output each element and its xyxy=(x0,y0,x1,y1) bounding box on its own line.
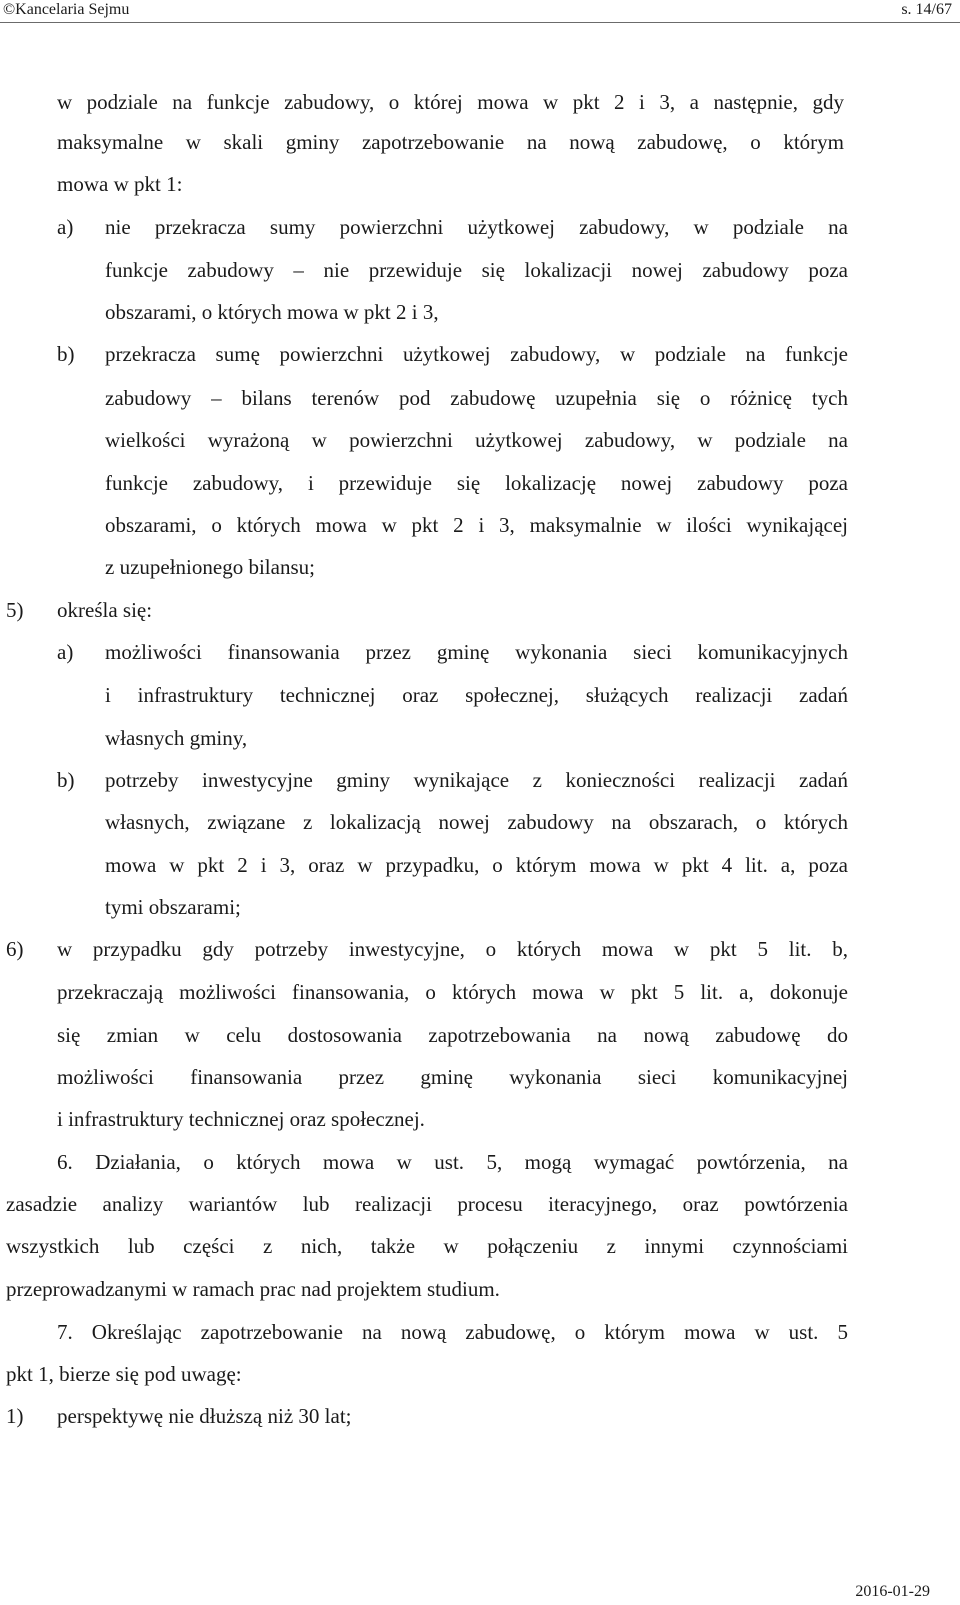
text-line: obszarami, o których mowa w pkt 2 i 3, xyxy=(105,300,439,324)
text-line: się zmian w celu dostosowania zapotrzebowania na nową zabudowę do xyxy=(57,1023,848,1047)
text-line: mowa w pkt 1: xyxy=(57,172,183,196)
text-line: możliwości finansowania przez gminę wykonania sieci komunikacyjnych xyxy=(105,640,848,664)
text-line: wszystkich lub części z nich, także w połączeniu z innymi czynnościami xyxy=(6,1234,848,1258)
text-line: perspektywę nie dłuższą niż 30 lat; xyxy=(57,1404,352,1428)
text-line: pkt 1, bierze się pod uwagę: xyxy=(6,1362,242,1386)
text-line: przekraczają możliwości finansowania, o których mowa w pkt 5 lit. a, dokonuje xyxy=(57,980,848,1004)
text-line: zasadzie analizy wariantów lub realizacji procesu iteracyjnego, oraz powtórzenia xyxy=(6,1192,848,1216)
list-label: b) xyxy=(57,342,75,366)
text-line: tymi obszarami; xyxy=(105,895,241,919)
text-line: własnych gminy, xyxy=(105,726,248,750)
list-label: a) xyxy=(57,640,74,664)
text-line: 6. Działania, o których mowa w ust. 5, mogą wymagać powtórzenia, na xyxy=(57,1150,848,1174)
text-line: przeprowadzanymi w ramach prac nad projektem studium. xyxy=(6,1277,500,1301)
text-line: możliwości finansowania przez gminę wykonania sieci komunikacyjnej xyxy=(57,1065,848,1089)
text-line: własnych, związane z lokalizacją nowej zabudowy na obszarach, o których xyxy=(105,810,848,834)
text-line: przekracza sumę powierzchni użytkowej zabudowy, w podziale na funkcje xyxy=(105,342,848,366)
text-line: potrzeby inwestycyjne gminy wynikające z konieczności realizacji zadań xyxy=(105,768,848,792)
text-line: i infrastruktury technicznej oraz społecznej, służących realizacji zadań xyxy=(105,683,848,707)
text-line: obszarami, o których mowa w pkt 2 i 3, maksymalnie w ilości wynikającej xyxy=(105,513,848,537)
text-line: wielkości wyrażoną w powierzchni użytkowej zabudowy, w podziale na xyxy=(105,428,848,452)
list-label: 1) xyxy=(6,1404,24,1428)
text-line: w podziale na funkcje zabudowy, o której mowa w pkt 2 i 3, a następnie, gdy xyxy=(57,90,844,114)
page-number: s. 14/67 xyxy=(901,1,952,18)
list-label: 6) xyxy=(6,937,24,961)
text-line: funkcje zabudowy, i przewiduje się lokalizację nowej zabudowy poza xyxy=(105,471,848,495)
text-line: mowa w pkt 2 i 3, oraz w przypadku, o którym mowa w pkt 4 lit. a, poza xyxy=(105,853,848,877)
list-label: 5) xyxy=(6,598,24,622)
page-header xyxy=(0,0,960,23)
text-line: nie przekracza sumy powierzchni użytkowej zabudowy, w podziale na xyxy=(105,215,848,239)
text-line: zabudowy – bilans terenów pod zabudowę uzupełnia się o różnicę tych xyxy=(105,386,848,410)
text-line: w przypadku gdy potrzeby inwestycyjne, o których mowa w pkt 5 lit. b, xyxy=(57,937,848,961)
list-label: b) xyxy=(57,768,75,792)
text-line: i infrastruktury technicznej oraz społecznej. xyxy=(57,1107,425,1131)
list-label: a) xyxy=(57,215,74,239)
text-line: z uzupełnionego bilansu; xyxy=(105,555,315,579)
footer-date: 2016-01-29 xyxy=(855,1583,930,1600)
copyright-notice: ©Kancelaria Sejmu xyxy=(3,1,130,18)
text-line: 7. Określając zapotrzebowanie na nową zabudowę, o którym mowa w ust. 5 xyxy=(57,1320,848,1344)
text-line: określa się: xyxy=(57,598,153,622)
text-line: funkcje zabudowy – nie przewiduje się lokalizacji nowej zabudowy poza xyxy=(105,258,848,282)
text-line: maksymalne w skali gminy zapotrzebowanie na nową zabudowę, o którym xyxy=(57,130,844,154)
